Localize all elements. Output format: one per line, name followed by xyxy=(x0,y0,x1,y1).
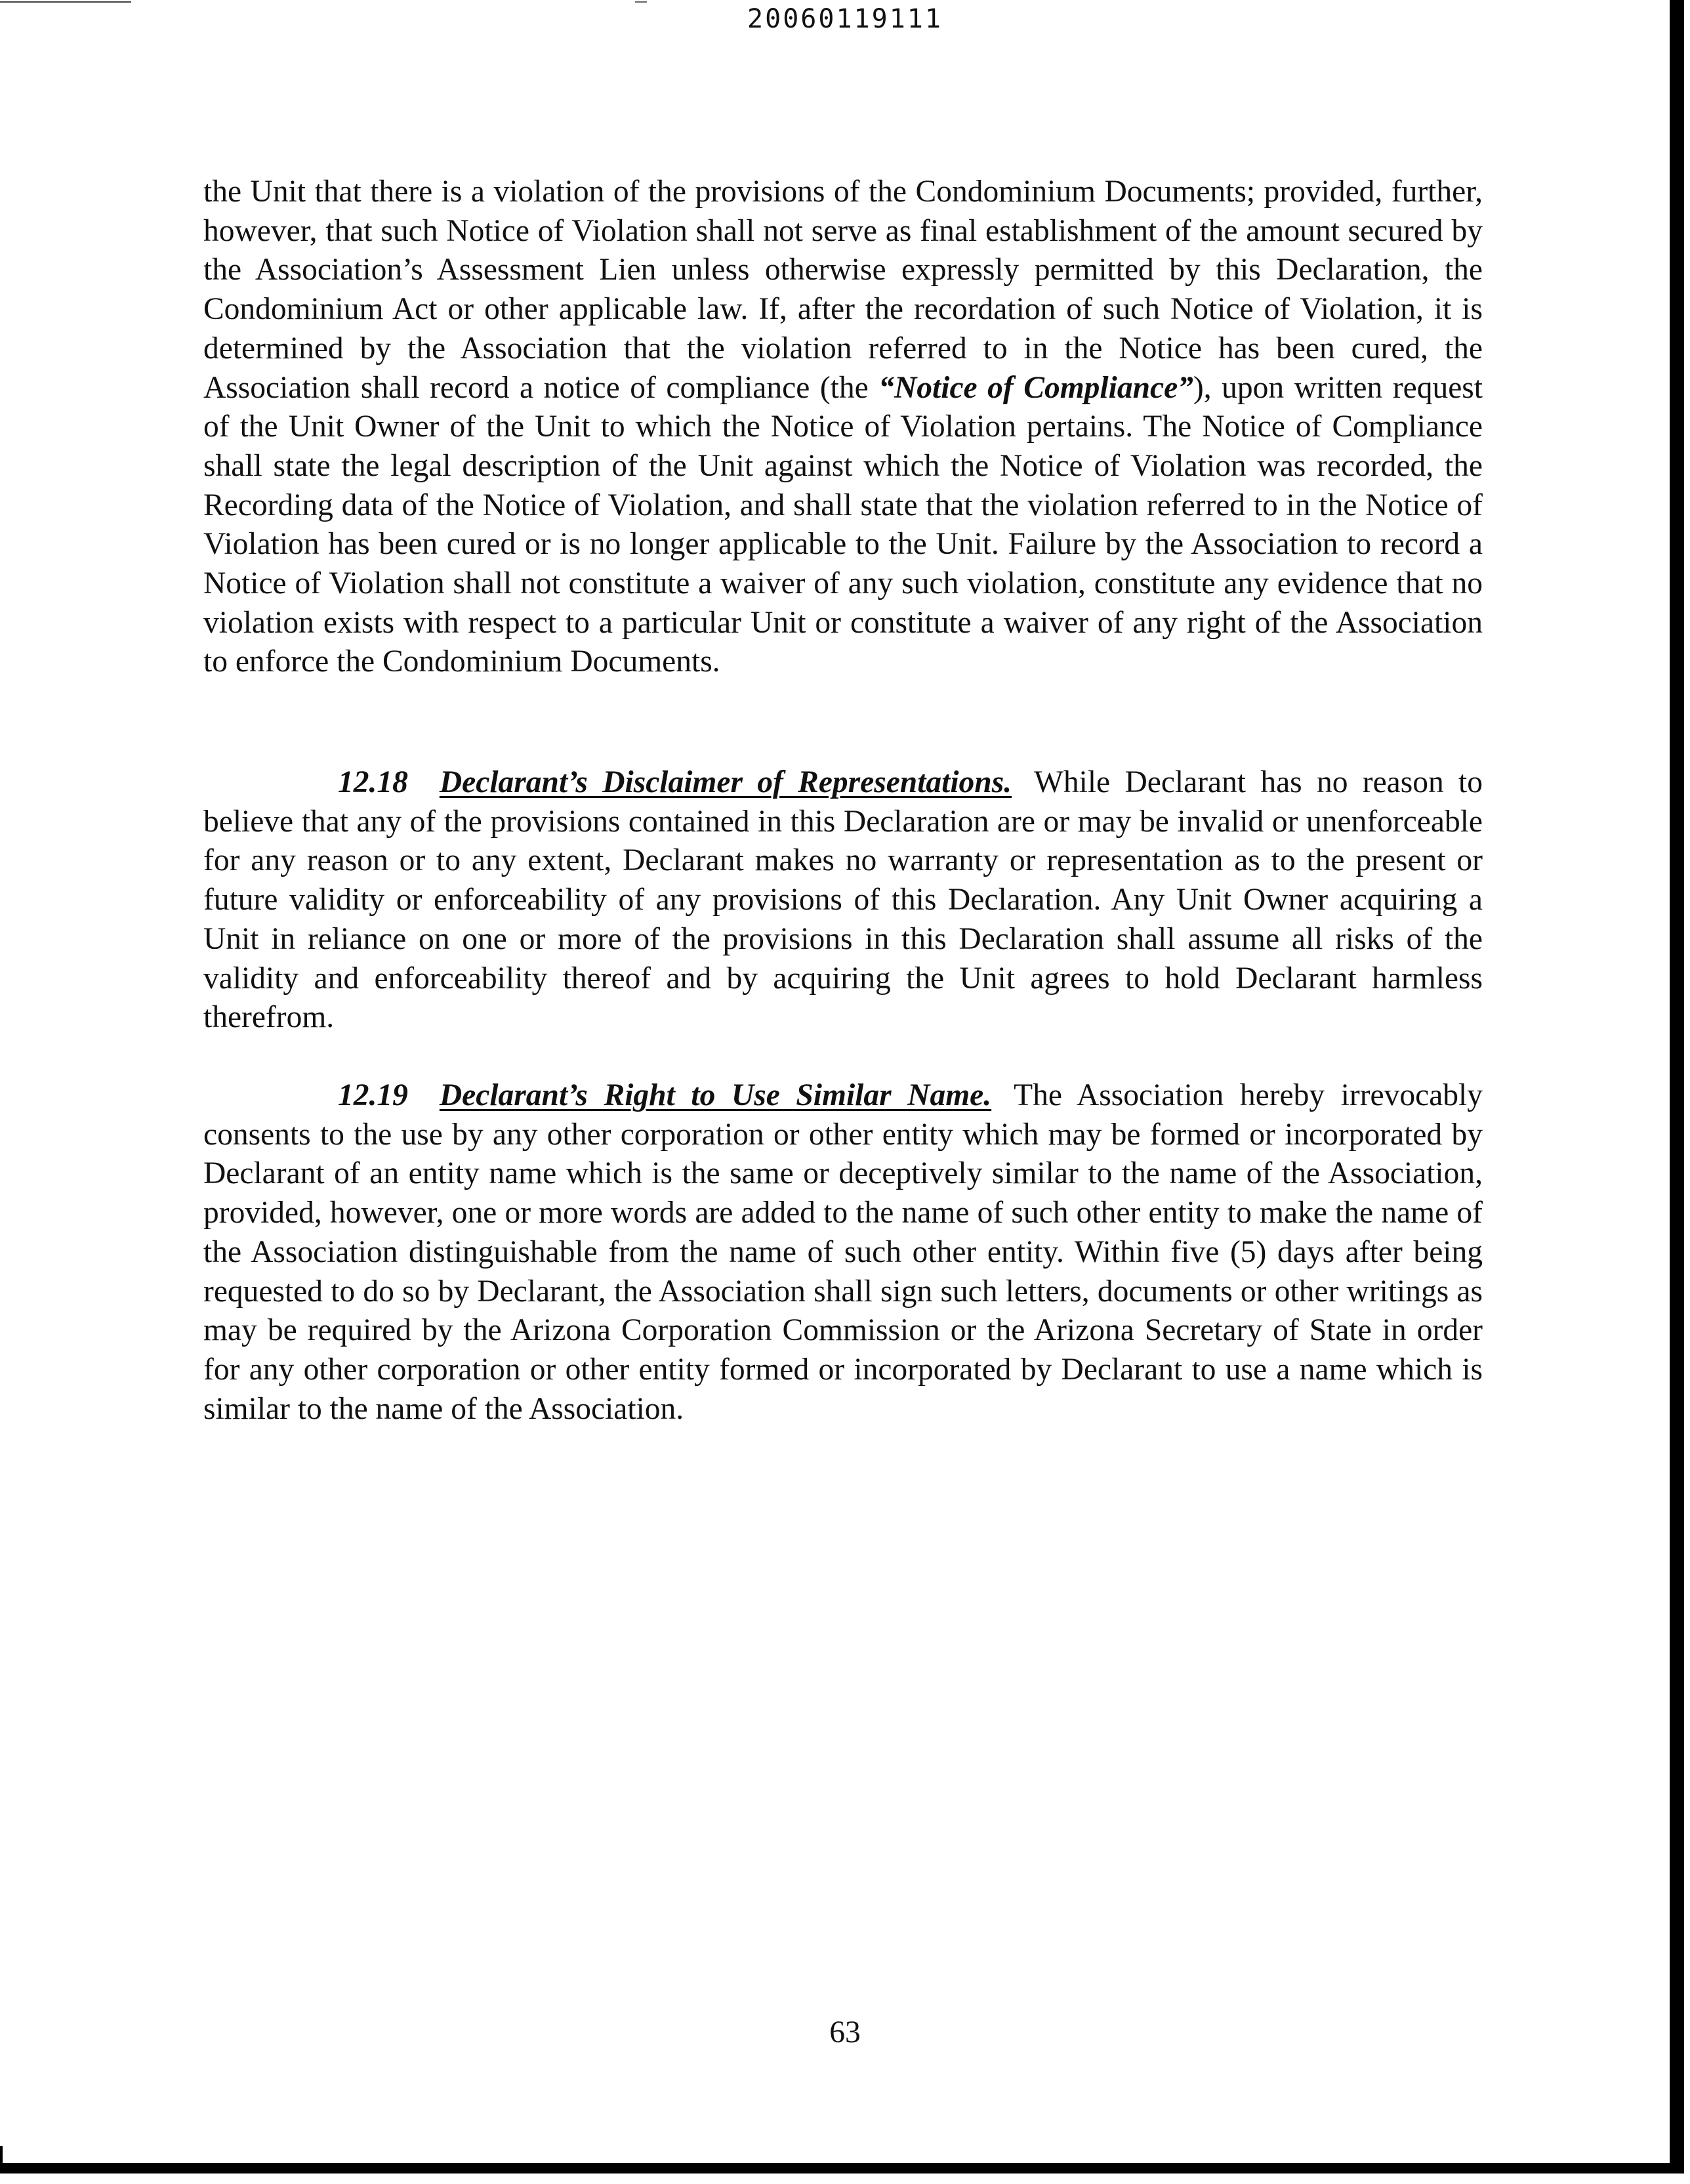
section-title: Declarant’s Disclaimer of Representations. xyxy=(439,765,1012,799)
paragraph-text-a: the Unit that there is a violation of the provisions of the Condominium Documents; provided, further, however, that such Notice of Violation shall not serve as final establishment of the amount secured by the Association’s Assessment Lien unless otherwise expressly permitted by this Declaration, the Condominium Act or other applicable law. If, after the recordation of such Notice of Violation, it is determined by the Association that the violation referred to in the Notice has been cured, the Association shall record a notice of compliance (the xyxy=(203,175,1483,405)
scan-border-bottom xyxy=(0,2163,1684,2174)
section-title: Declarant’s Right to Use Similar Name. xyxy=(439,1078,992,1112)
section-number: 12.19 xyxy=(338,1078,408,1112)
section-body: The Association hereby irrevocably consents to the use by any other corporation or other entity which may be formed or incorporated by Declarant of an entity name which is the same or deceptively similar to the name of the Association, provided, however, one or more words are added to the name of such other entity to make the name of the Association distinguishable from the name of such other entity. Within five (5) days after being requested to do so by Declarant, the Association shall sign such letters, documents or other writings as may be required by the Arizona Corporation Commission or the Arizona Secretary of State in order for any other corporation or other entity formed or incorporated by Declarant to use a name which is similar to the name of the Association. xyxy=(203,1078,1483,1426)
page-number: 63 xyxy=(829,2015,861,2049)
section-12-19 xyxy=(203,1076,1483,1429)
scan-border-right xyxy=(1670,0,1684,2174)
paragraph-notice-of-violation xyxy=(203,173,1483,682)
recording-number: 20060119111 xyxy=(747,4,943,34)
defined-term-notice-of-compliance: “Notice of Compliance” xyxy=(878,370,1193,405)
paragraph-text-b: ), upon written request of the Unit Owner of the Unit to which the Notice of Violation pertains. The Notice of Compliance shall state the legal description of the Unit against which the Notice of Violation was recorded, the Recording data of the Notice of Violation, and shall state that the violation referred to in the Notice of Violation has been cured or is no longer applicable to the Unit. Failure by the Association to record a Notice of Violation shall not constitute a waiver of any such violation, constitute any evidence that no violation exists with respect to a particular Unit or constitute a waiver of any right of the Association to enforce the Condominium Documents. xyxy=(203,370,1483,679)
section-number: 12.18 xyxy=(338,765,408,799)
scan-border-left-tick xyxy=(0,2146,3,2166)
section-12-18 xyxy=(203,763,1483,1038)
scan-top-dash xyxy=(635,1,647,3)
scan-top-rule xyxy=(0,1,131,3)
section-body: While Declarant has no reason to believe that any of the provisions contained in this Declaration are or may be invalid or unenforceable for any reason or to any extent, Declarant makes no warranty or representation as to the present or future validity or enforceability of any provisions of this Declaration. Any Unit Owner acquiring a Unit in reliance on one or more of the provisions in this Declaration shall assume all risks of the validity and enforceability thereof and by acquiring the Unit agrees to hold Declarant harmless therefrom. xyxy=(203,765,1483,1035)
